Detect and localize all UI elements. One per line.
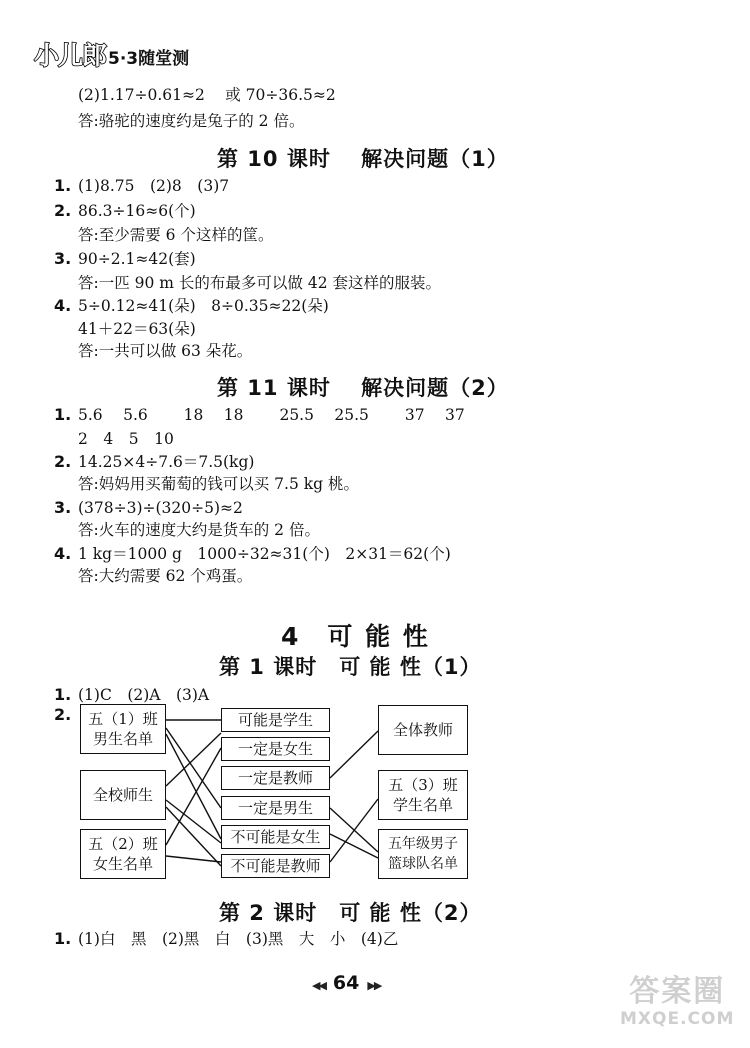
watermark — [620, 975, 734, 1029]
lesson10-title: 第 10 课时 解决问题（1） — [217, 147, 509, 171]
top-line-1: (2)1.17÷0.61≈2 或 70÷36.5≈2 — [78, 86, 336, 104]
unit4-lesson2-title: 第 2 课时 可 能 性（2） — [219, 901, 482, 925]
lesson11-q3-text: (378÷3)÷(320÷5)≈2 — [78, 499, 243, 517]
prev-arrows-icon: ◀◀ — [312, 979, 325, 992]
lesson11-q4-num: 4. — [54, 544, 72, 563]
unit4-lesson2-q1-text: (1)白 黑 (2)黑 白 (3)黑 大 小 (4)乙 — [78, 930, 399, 948]
lesson11-q3-num: 3. — [54, 498, 72, 517]
lesson11-q2-text: 14.25×4÷7.6＝7.5(kg) — [78, 453, 255, 471]
lesson10-q4-num: 4. — [54, 296, 72, 315]
lesson10-q2-text: 86.3÷16≈6(个) — [78, 202, 196, 220]
lesson10-q1-text: (1)8.75 (2)8 (3)7 — [78, 177, 230, 195]
lesson10-q3-text: 90÷2.1≈42(套) — [78, 250, 196, 268]
unit4-lesson1-title: 第 1 课时 可 能 性（1） — [219, 655, 482, 679]
lesson11-q2-num: 2. — [54, 452, 72, 471]
unit4-title: 4 可 能 性 — [281, 622, 430, 651]
lesson10-q1-num: 1. — [54, 176, 72, 195]
watermark-url: MXQE.COM — [620, 1009, 735, 1029]
top-answer: 答:骆驼的速度约是兔子的 2 倍。 — [78, 112, 305, 130]
right-box-1: 全体教师 — [378, 705, 468, 755]
lesson11-title: 第 11 课时 解决问题（2） — [217, 376, 509, 400]
unit4-lesson1-q1-num: 1. — [54, 685, 72, 704]
lesson10-q4-line2: 41＋22＝63(朵) — [78, 320, 196, 338]
left-box-3: 五（2）班 女生名单 — [80, 829, 166, 879]
lesson11-q4-text: 1 kg＝1000 g 1000÷32≈31(个) 2×31＝62(个) — [78, 545, 451, 563]
middle-box-6: 不可能是教师 — [221, 854, 330, 878]
match-line — [330, 731, 378, 778]
page-number: 64 — [332, 972, 360, 994]
next-arrows-icon: ▶▶ — [367, 979, 381, 992]
lesson11-q1-num: 1. — [54, 405, 72, 424]
lesson10-q4-answer: 答:一共可以做 63 朵花。 — [78, 342, 253, 360]
lesson11-q1-line2: 2 4 5 10 — [78, 430, 174, 448]
lesson10-q3-num: 3. — [54, 249, 72, 268]
lesson11-q2-answer: 答:妈妈用买葡萄的钱可以买 7.5 kg 桃。 — [78, 475, 359, 493]
page-footer — [312, 972, 380, 994]
middle-box-2: 一定是女生 — [221, 737, 330, 761]
unit4-lesson1-q1-text: (1)C (2)A (3)A — [78, 686, 210, 704]
unit4-lesson2-q1-num: 1. — [54, 929, 72, 948]
right-box-2: 五（3）班 学生名单 — [378, 770, 468, 820]
watermark-logo: 答案圈 — [629, 974, 726, 1009]
left-box-1: 五（1）班 男生名单 — [80, 704, 166, 754]
left-box-2: 全校师生 — [80, 770, 166, 820]
middle-box-3: 一定是教师 — [221, 766, 330, 790]
lesson10-q3-answer: 答:一匹 90 m 长的布最多可以做 42 套这样的服装。 — [78, 274, 442, 292]
middle-box-5: 不可能是女生 — [221, 825, 330, 849]
lesson11-q1-text: 5.6 5.6 18 18 25.5 25.5 37 37 — [78, 406, 465, 424]
lesson11-q3-answer: 答:火车的速度大约是货车的 2 倍。 — [78, 521, 320, 539]
unit4-lesson1-q2-num: 2. — [54, 705, 72, 724]
middle-box-1: 可能是学生 — [221, 708, 330, 732]
lesson11-q4-answer: 答:大约需要 62 个鸡蛋。 — [78, 567, 253, 585]
match-line — [166, 734, 221, 839]
lesson10-q2-num: 2. — [54, 201, 72, 220]
lesson10-q2-answer: 答:至少需要 6 个这样的筐。 — [78, 226, 274, 244]
middle-box-4: 一定是男生 — [221, 796, 330, 820]
logo-series: 5·3随堂测 — [108, 49, 190, 69]
logo-title: 小儿郎 — [34, 41, 107, 70]
lesson10-q4-text: 5÷0.12≈41(朵) 8÷0.35≈22(朵) — [78, 297, 329, 315]
right-box-3: 五年级男子 篮球队名单 — [378, 829, 468, 879]
